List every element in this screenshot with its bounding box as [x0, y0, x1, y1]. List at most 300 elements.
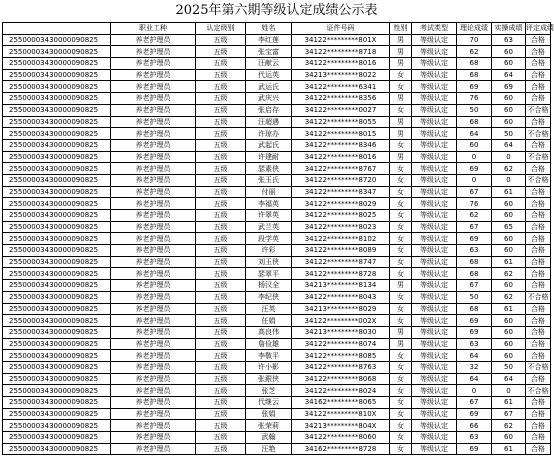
id-number-cell: 34122*********8074 [292, 338, 390, 350]
certificate-number-cell: 25500003430000090825 [3, 256, 111, 268]
exam-type-cell: 等级认定 [412, 361, 457, 373]
table-row [3, 256, 551, 268]
name-cell: 付丽 [246, 186, 292, 198]
certificate-number-cell: 25500003430000090825 [3, 151, 111, 163]
exam-type-cell: 等级认定 [412, 385, 457, 397]
level-cell: 五级 [196, 174, 246, 186]
certificate-number-cell: 25500003430000090825 [3, 338, 111, 350]
exam-type-cell: 等级认定 [412, 291, 457, 303]
id-number-cell: 34122*********8068 [292, 373, 390, 385]
occupation-cell: 养老护理员 [111, 373, 196, 385]
name-cell: 武兰英 [246, 221, 292, 233]
level-cell: 五级 [196, 326, 246, 338]
level-cell: 五级 [196, 46, 246, 58]
result-cell: 合格 [526, 34, 551, 46]
name-cell: 张芝 [246, 385, 292, 397]
result-cell: 合格 [526, 58, 551, 70]
occupation-cell: 养老护理员 [111, 69, 196, 81]
exam-type-cell: 等级认定 [412, 256, 457, 268]
practical-score-cell: 60 [492, 58, 526, 70]
level-cell: 五级 [196, 385, 246, 397]
result-cell: 合格 [526, 256, 551, 268]
occupation-cell: 养老护理员 [111, 93, 196, 105]
gender-cell: 女 [390, 361, 412, 373]
result-cell: 合格 [526, 280, 551, 292]
certificate-number-cell: 25500003430000090825 [3, 408, 111, 420]
table-row [3, 174, 551, 186]
id-number-cell: 34122*********8016 [292, 58, 390, 70]
name-cell: 詹俭雄 [246, 338, 292, 350]
table-row [3, 373, 551, 385]
occupation-cell: 养老护理员 [111, 58, 196, 70]
level-cell: 五级 [196, 93, 246, 105]
exam-type-cell: 等级认定 [412, 210, 457, 222]
gender-cell: 男 [390, 338, 412, 350]
name-cell: 武运氏 [246, 81, 292, 93]
level-cell: 五级 [196, 408, 246, 420]
id-number-cell: 34122*********8718 [292, 46, 390, 58]
result-cell: 合格 [526, 81, 551, 93]
exam-type-cell: 等级认定 [412, 373, 457, 385]
occupation-cell: 养老护理员 [111, 397, 196, 409]
occupation-cell: 养老护理员 [111, 104, 196, 116]
theory-score-cell: 69 [457, 326, 492, 338]
result-cell: 合格 [526, 221, 551, 233]
occupation-cell: 养老护理员 [111, 256, 196, 268]
table-row [3, 245, 551, 257]
name-cell: 武起氏 [246, 139, 292, 151]
practical-score-cell: 60 [492, 245, 526, 257]
id-number-cell: 34122*********8763 [292, 361, 390, 373]
level-cell: 五级 [196, 256, 246, 268]
theory-score-cell: 63 [457, 432, 492, 444]
gender-cell: 女 [390, 408, 412, 420]
theory-score-cell: 62 [457, 46, 492, 58]
exam-type-cell: 等级认定 [412, 338, 457, 350]
table-row [3, 268, 551, 280]
id-number-cell: 34122*********8085 [292, 350, 390, 362]
result-cell: 合格 [526, 373, 551, 385]
name-cell: 张宝富 [246, 46, 292, 58]
gender-cell: 男 [390, 46, 412, 58]
name-cell: 高良伟 [246, 326, 292, 338]
theory-score-cell: 69 [457, 233, 492, 245]
level-cell: 五级 [196, 443, 246, 455]
exam-type-cell: 等级认定 [412, 315, 457, 327]
practical-score-cell: 60 [492, 104, 526, 116]
certificate-number-cell: 25500003430000090825 [3, 350, 111, 362]
gender-cell: 男 [390, 280, 412, 292]
result-cell: 合格 [526, 186, 551, 198]
certificate-number-cell: 25500003430000090825 [3, 233, 111, 245]
practical-score-cell: 67 [492, 408, 526, 420]
gender-cell: 女 [390, 198, 412, 210]
practical-score-cell: 60 [492, 338, 526, 350]
table-row [3, 326, 551, 338]
practical-score-cell: 60 [492, 210, 526, 222]
id-number-cell: 34122*********801X [292, 34, 390, 46]
occupation-cell: 养老护理员 [111, 268, 196, 280]
gender-cell: 女 [390, 245, 412, 257]
occupation-cell: 养老护理员 [111, 116, 196, 128]
table-row [3, 69, 551, 81]
practical-score-cell: 60 [492, 116, 526, 128]
level-cell: 五级 [196, 268, 246, 280]
theory-score-cell: 69 [457, 315, 492, 327]
theory-score-cell: 69 [457, 81, 492, 93]
practical-score-cell: 50 [492, 361, 526, 373]
name-cell: 张玉氏 [246, 174, 292, 186]
name-cell: 许彩 [246, 245, 292, 257]
occupation-cell: 养老护理员 [111, 361, 196, 373]
result-cell: 合格 [526, 198, 551, 210]
level-cell: 五级 [196, 210, 246, 222]
name-cell: 许翠英 [246, 210, 292, 222]
id-number-cell: 34213*********8030 [292, 326, 390, 338]
name-cell: 汪超遇 [246, 116, 292, 128]
id-number-cell: 34122*********8025 [292, 210, 390, 222]
gender-cell: 女 [390, 139, 412, 151]
practical-score-cell: 61 [492, 443, 526, 455]
id-number-cell: 34122*********002X [292, 315, 390, 327]
theory-score-cell: 68 [457, 303, 492, 315]
column-header: 姓名 [246, 23, 292, 35]
name-cell: 汪英 [246, 303, 292, 315]
id-number-cell: 34213*********8029 [292, 303, 390, 315]
gender-cell: 女 [390, 397, 412, 409]
result-cell: 合格 [526, 303, 551, 315]
name-cell: 代继云 [246, 397, 292, 409]
result-cell: 不合格 [527, 176, 549, 185]
theory-score-cell: 0 [457, 174, 492, 186]
result-cell: 合格 [526, 93, 551, 105]
table-row [3, 128, 551, 140]
gender-cell: 女 [390, 233, 412, 245]
occupation-cell: 养老护理员 [111, 408, 196, 420]
certificate-number-cell: 25500003430000090825 [3, 373, 111, 385]
theory-score-cell: 50 [457, 104, 492, 116]
theory-score-cell: 68 [457, 69, 492, 81]
table-row [3, 397, 551, 409]
exam-type-cell: 等级认定 [412, 245, 457, 257]
table-row [3, 139, 551, 151]
id-number-cell: 34162*********8728 [292, 443, 390, 455]
column-header: 理论成绩 [457, 23, 492, 35]
column-header [3, 23, 111, 35]
gender-cell: 女 [390, 303, 412, 315]
level-cell: 五级 [196, 291, 246, 303]
exam-type-cell: 等级认定 [412, 326, 457, 338]
table-row [3, 350, 551, 362]
table-row [3, 408, 551, 420]
name-cell: 瑟素侠 [246, 163, 292, 175]
certificate-number-cell: 25500003430000090825 [3, 221, 111, 233]
theory-score-cell: 64 [457, 373, 492, 385]
id-number-cell: 34122*********8055 [292, 116, 390, 128]
results-table [2, 22, 554, 455]
practical-score-cell: 62 [492, 163, 526, 175]
certificate-number-cell: 25500003430000090825 [3, 315, 111, 327]
level-cell: 五级 [196, 397, 246, 409]
exam-type-cell: 等级认定 [412, 186, 457, 198]
table-row [3, 198, 551, 210]
occupation-cell: 养老护理员 [111, 81, 196, 93]
table-row [3, 280, 551, 292]
exam-type-cell: 等级认定 [412, 104, 457, 116]
practical-score-cell: 0 [492, 385, 526, 397]
practical-score-cell: 60 [492, 432, 526, 444]
theory-score-cell: 68 [457, 116, 492, 128]
id-number-cell: 34162*********8065 [292, 397, 390, 409]
result-cell: 合格 [526, 268, 551, 280]
certificate-number-cell: 25500003430000090825 [3, 361, 111, 373]
table-row [3, 420, 551, 432]
name-cell: 武翰 [246, 432, 292, 444]
gender-cell: 女 [390, 373, 412, 385]
name-cell: 李福英 [246, 198, 292, 210]
page-title: 2025年第六期等级认定成绩公示表 [175, 3, 378, 18]
id-number-cell: 34122*********8029 [292, 198, 390, 210]
gender-cell: 男 [390, 326, 412, 338]
level-cell: 五级 [196, 69, 246, 81]
level-cell: 五级 [196, 432, 246, 444]
certificate-number-cell: 25500003430000090825 [3, 385, 111, 397]
gender-cell: 女 [390, 268, 412, 280]
theory-score-cell: 63 [457, 245, 492, 257]
header-row [3, 23, 551, 35]
gender-cell: 男 [390, 128, 412, 140]
result-cell: 合格 [526, 69, 551, 81]
occupation-cell: 养老护理员 [111, 443, 196, 455]
id-number-cell: 34122*********8102 [292, 233, 390, 245]
occupation-cell: 养老护理员 [111, 128, 196, 140]
name-cell: 张銀侠 [246, 373, 292, 385]
table-row [3, 315, 551, 327]
certificate-number-cell: 25500003430000090825 [3, 268, 111, 280]
practical-score-cell: 63 [492, 34, 526, 46]
id-number-cell: 34122*********8747 [292, 256, 390, 268]
exam-type-cell: 等级认定 [412, 139, 457, 151]
gender-cell: 女 [390, 443, 412, 455]
certificate-number-cell: 25500003430000090825 [3, 198, 111, 210]
name-cell: 瑟翠平 [246, 268, 292, 280]
certificate-number-cell: 25500003430000090825 [3, 34, 111, 46]
table-row [3, 46, 551, 58]
gender-cell: 女 [390, 256, 412, 268]
occupation-cell: 养老护理员 [111, 151, 196, 163]
id-number-cell: 34122*********0027 [292, 104, 390, 116]
level-cell: 五级 [196, 221, 246, 233]
exam-type-cell: 等级认定 [412, 34, 457, 46]
gender-cell: 男 [390, 151, 412, 163]
level-cell: 五级 [196, 338, 246, 350]
practical-score-cell: 60 [492, 233, 526, 245]
occupation-cell: 养老护理员 [111, 303, 196, 315]
gender-cell: 女 [390, 291, 412, 303]
name-cell: 李红莲 [246, 34, 292, 46]
occupation-cell: 养老护理员 [111, 198, 196, 210]
level-cell: 五级 [196, 233, 246, 245]
name-cell: 许小影 [246, 361, 292, 373]
id-number-cell: 34122*********8346 [292, 139, 390, 151]
table-row [3, 443, 551, 455]
certificate-number-cell: 25500003430000090825 [3, 420, 111, 432]
result-cell: 合格 [526, 443, 551, 455]
level-cell: 五级 [196, 151, 246, 163]
result-cell: 合格 [526, 432, 551, 444]
result-cell: 合格 [526, 350, 551, 362]
table-row [3, 151, 551, 163]
theory-score-cell: 50 [457, 291, 492, 303]
practical-score-cell: 60 [492, 350, 526, 362]
id-number-cell: 34122*********8089 [292, 245, 390, 257]
name-cell: 张荣莉 [246, 420, 292, 432]
occupation-cell: 养老护理员 [111, 315, 196, 327]
exam-type-cell: 等级认定 [412, 397, 457, 409]
certificate-number-cell: 25500003430000090825 [3, 326, 111, 338]
table-row [3, 58, 551, 70]
gender-cell: 女 [390, 350, 412, 362]
name-cell: 武庆兴 [246, 93, 292, 105]
result-cell: 合格 [526, 210, 551, 222]
gender-cell: 女 [390, 210, 412, 222]
table-row [3, 361, 551, 373]
occupation-cell: 养老护理员 [111, 280, 196, 292]
table-row [3, 186, 551, 198]
occupation-cell: 养老护理员 [111, 291, 196, 303]
certificate-number-cell: 25500003430000090825 [3, 139, 111, 151]
certificate-number-cell: 25500003430000090825 [3, 210, 111, 222]
result-cell: 合格 [526, 338, 551, 350]
exam-type-cell: 等级认定 [412, 408, 457, 420]
theory-score-cell: 66 [457, 420, 492, 432]
occupation-cell: 养老护理员 [111, 221, 196, 233]
result-cell: 合格 [526, 46, 551, 58]
theory-score-cell: 70 [457, 34, 492, 46]
id-number-cell: 34122*********8060 [292, 432, 390, 444]
exam-type-cell: 等级认定 [412, 174, 457, 186]
result-cell: 不合格 [527, 152, 549, 161]
table-row [3, 210, 551, 222]
result-cell: 不合格 [527, 363, 549, 372]
certificate-number-cell: 25500003430000090825 [3, 163, 111, 175]
occupation-cell: 养老护理员 [111, 34, 196, 46]
id-number-cell: 34122*********810X [292, 408, 390, 420]
certificate-number-cell: 25500003430000090825 [3, 58, 111, 70]
table-row [3, 81, 551, 93]
exam-type-cell: 等级认定 [412, 233, 457, 245]
practical-score-cell: 61 [492, 397, 526, 409]
certificate-number-cell: 25500003430000090825 [3, 303, 111, 315]
theory-score-cell: 69 [457, 443, 492, 455]
exam-type-cell: 等级认定 [412, 69, 457, 81]
id-number-cell: 34122*********8023 [292, 221, 390, 233]
name-cell: 汪艳 [246, 443, 292, 455]
table-row [3, 34, 551, 46]
level-cell: 五级 [196, 128, 246, 140]
certificate-number-cell: 25500003430000090825 [3, 81, 111, 93]
practical-score-cell: 0 [492, 174, 526, 186]
gender-cell: 女 [390, 163, 412, 175]
practical-score-cell: 60 [492, 326, 526, 338]
theory-score-cell: 0 [457, 385, 492, 397]
column-header: 认定级别 [196, 23, 246, 35]
level-cell: 五级 [196, 280, 246, 292]
exam-type-cell: 等级认定 [412, 46, 457, 58]
result-cell: 合格 [526, 116, 551, 128]
id-number-cell: 34122*********8356 [292, 93, 390, 105]
certificate-number-cell: 25500003430000090825 [3, 93, 111, 105]
level-cell: 五级 [196, 116, 246, 128]
column-header: 证件号码 [292, 23, 390, 35]
occupation-cell: 养老护理员 [111, 46, 196, 58]
gender-cell: 男 [390, 34, 412, 46]
exam-type-cell: 等级认定 [412, 81, 457, 93]
table-row [3, 221, 551, 233]
gender-cell: 女 [390, 315, 412, 327]
theory-score-cell: 32 [457, 361, 492, 373]
exam-type-cell: 等级认定 [412, 116, 457, 128]
gender-cell: 女 [390, 221, 412, 233]
level-cell: 五级 [196, 315, 246, 327]
table-row [3, 291, 551, 303]
theory-score-cell: 0 [457, 151, 492, 163]
practical-score-cell: 0 [492, 151, 526, 163]
name-cell: 张娟 [246, 408, 292, 420]
table-row [3, 432, 551, 444]
table-row [3, 116, 551, 128]
occupation-cell: 养老护理员 [111, 245, 196, 257]
name-cell: 许琼办 [246, 128, 292, 140]
level-cell: 五级 [196, 198, 246, 210]
theory-score-cell: 67 [457, 186, 492, 198]
gender-cell: 男 [390, 58, 412, 70]
column-header: 职业工种 [111, 23, 196, 35]
column-header: 考试类型 [412, 23, 457, 35]
exam-type-cell: 等级认定 [412, 350, 457, 362]
table-row [3, 303, 551, 315]
gender-cell: 男 [390, 93, 412, 105]
gender-cell: 女 [390, 186, 412, 198]
name-cell: 李纪侠 [246, 291, 292, 303]
level-cell: 五级 [196, 58, 246, 70]
column-header: 性别 [390, 23, 412, 35]
level-cell: 五级 [196, 373, 246, 385]
theory-score-cell: 67 [457, 221, 492, 233]
name-cell: 段学英 [246, 233, 292, 245]
result-cell: 合格 [526, 326, 551, 338]
result-cell: 不合格 [527, 293, 549, 302]
occupation-cell: 养老护理员 [111, 210, 196, 222]
id-number-cell: 34122*********8024 [292, 385, 390, 397]
exam-type-cell: 等级认定 [412, 198, 457, 210]
theory-score-cell: 76 [457, 198, 492, 210]
exam-type-cell: 等级认定 [412, 432, 457, 444]
id-number-cell: 34213*********804X [292, 420, 390, 432]
theory-score-cell: 76 [457, 93, 492, 105]
table-row [3, 104, 551, 116]
practical-score-cell: 64 [492, 373, 526, 385]
id-number-cell: 34122*********8728 [292, 268, 390, 280]
column-header: 实操成绩 [492, 23, 526, 35]
name-cell: 刘玉侠 [246, 256, 292, 268]
exam-type-cell: 等级认定 [412, 151, 457, 163]
name-cell: 张启存 [246, 104, 292, 116]
level-cell: 五级 [196, 361, 246, 373]
occupation-cell: 养老护理员 [111, 139, 196, 151]
theory-score-cell: 69 [457, 163, 492, 175]
exam-type-cell: 等级认定 [412, 303, 457, 315]
